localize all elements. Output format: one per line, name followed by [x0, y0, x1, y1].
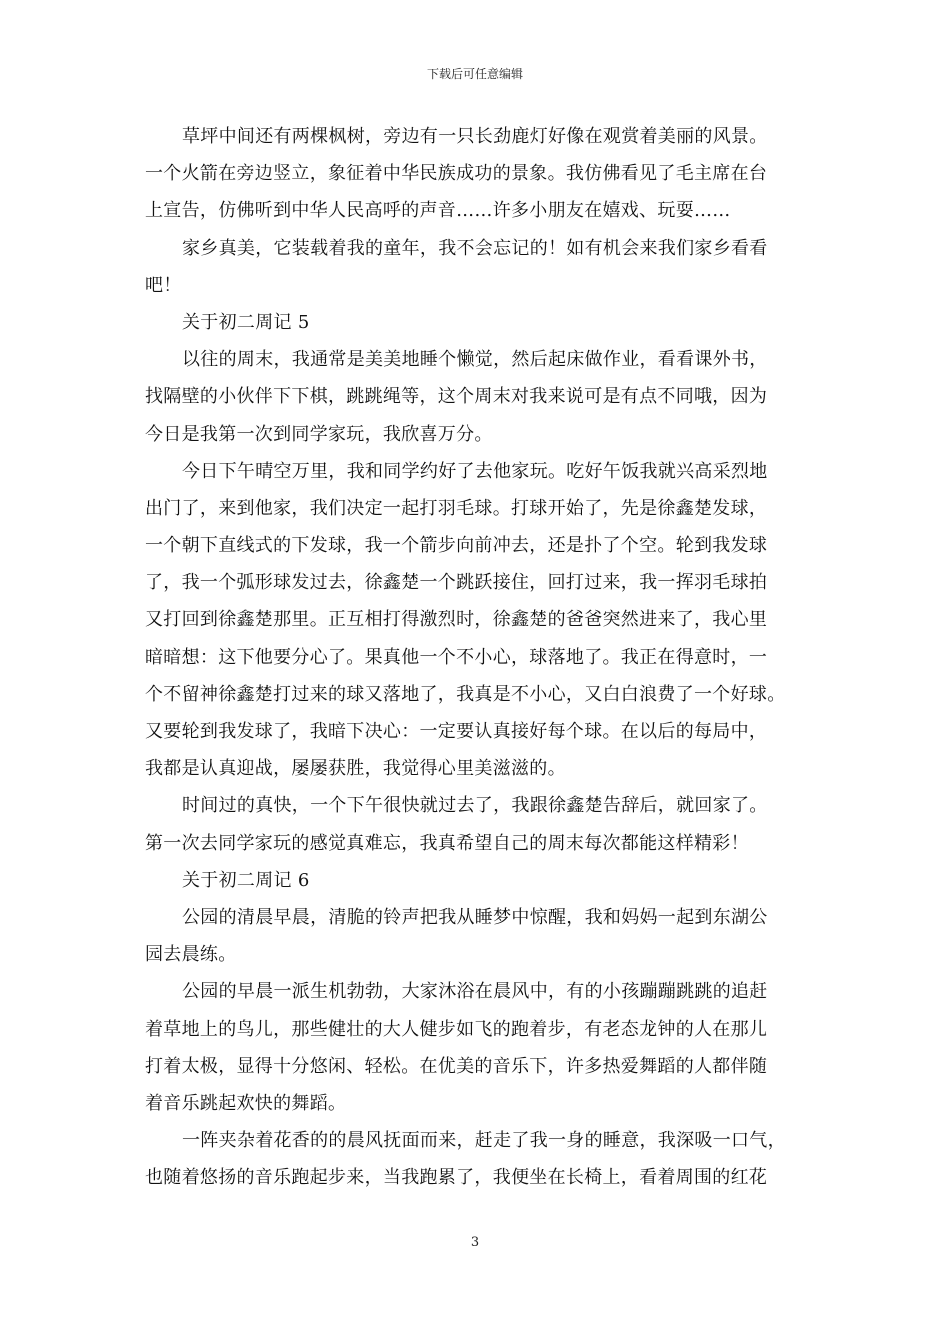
- text-line: 打着太极，显得十分悠闲、轻松。在优美的音乐下，许多热爱舞蹈的人都伴随: [145, 1055, 768, 1077]
- text-line: 一个火箭在旁边竖立，象征着中华民族成功的景象。我仿佛看见了毛主席在台: [145, 163, 768, 185]
- text-line: 又要轮到我发球了，我暗下决心：一定要认真接好每个球。在以后的每局中，: [145, 721, 768, 742]
- page-header: 下载后可任意编辑: [426, 67, 523, 81]
- text-line: 今日是我第一次到同学家玩，我欣喜万分。: [145, 423, 493, 445]
- text-line: 家乡真美，它装载着我的童年，我不会忘记的！如有机会来我们家乡看看: [182, 237, 768, 259]
- text-line: 着音乐跳起欢快的舞蹈。: [145, 1092, 347, 1114]
- text-line: 暗暗想：这下他要分心了。果真他一个不小心，球落地了。我正在得意时，一: [145, 646, 768, 668]
- text-line: 找隔壁的小伙伴下下棋，跳跳绳等，这个周末对我来说可是有点不同哦，因为: [145, 386, 768, 408]
- text-line: 也随着悠扬的音乐跑起步来，当我跑累了，我便坐在长椅上，看着周围的红花: [145, 1167, 768, 1189]
- page-number: 3: [470, 1235, 480, 1250]
- text-line: 又打回到徐鑫楚那里。正互相打得激烈时，徐鑫楚的爸爸突然进来了，我心里: [145, 609, 768, 631]
- text-line: 公园的清晨早晨，清脆的铃声把我从睡梦中惊醒，我和妈妈一起到东湖公: [182, 906, 768, 928]
- text-line: 今日下午晴空万里，我和同学约好了去他家玩。吃好午饭我就兴高采烈地: [182, 460, 768, 482]
- text-line: 上宣告，仿佛听到中华人民高呼的声音……许多小朋友在嬉戏、玩耍……: [145, 200, 731, 222]
- text-line: 园去晨练。: [145, 944, 237, 966]
- text-line: 关于初二周记 6: [182, 869, 310, 891]
- text-line: 关于初二周记 5: [182, 311, 310, 333]
- document-body: [145, 118, 805, 1196]
- text-line: 时间过的真快，一个下午很快就过去了，我跟徐鑫楚告辞后，就回家了。: [182, 795, 768, 817]
- text-line: 我都是认真迎战，屡屡获胜，我觉得心里美滋滋的。: [145, 758, 566, 780]
- text-line: 草坪中间还有两棵枫树，旁边有一只长劲鹿灯好像在观赏着美丽的风景。: [182, 126, 768, 147]
- text-line: 以往的周末，我通常是美美地睡个懒觉，然后起床做作业，看看课外书，: [182, 349, 768, 371]
- text-line: 出门了，来到他家，我们决定一起打羽毛球。打球开始了，先是徐鑫楚发球，: [145, 497, 768, 519]
- text-line: 一个朝下直线式的下发球，我一个箭步向前冲去，还是扑了个空。轮到我发球: [145, 535, 768, 557]
- text-line: 了，我一个弧形球发过去，徐鑫楚一个跳跃接住，回打过来，我一挥羽毛球拍: [145, 572, 768, 594]
- text-line: 吧！: [145, 274, 182, 296]
- text-line: 着草地上的鸟儿，那些健壮的大人健步如飞的跑着步，有老态龙钟的人在那儿: [145, 1018, 768, 1040]
- text-line: 一阵夹杂着花香的的晨风抚面而来，赶走了我一身的睡意，我深吸一口气，: [182, 1130, 786, 1152]
- text-line: 公园的早晨一派生机勃勃，大家沐浴在晨风中，有的小孩蹦蹦跳跳的追赶: [182, 981, 768, 1003]
- text-line: 个不留神徐鑫楚打过来的球又落地了，我真是不小心，又白白浪费了一个好球。: [145, 683, 786, 705]
- text-line: 第一次去同学家玩的感觉真难忘，我真希望自己的周末每次都能这样精彩！: [145, 832, 749, 854]
